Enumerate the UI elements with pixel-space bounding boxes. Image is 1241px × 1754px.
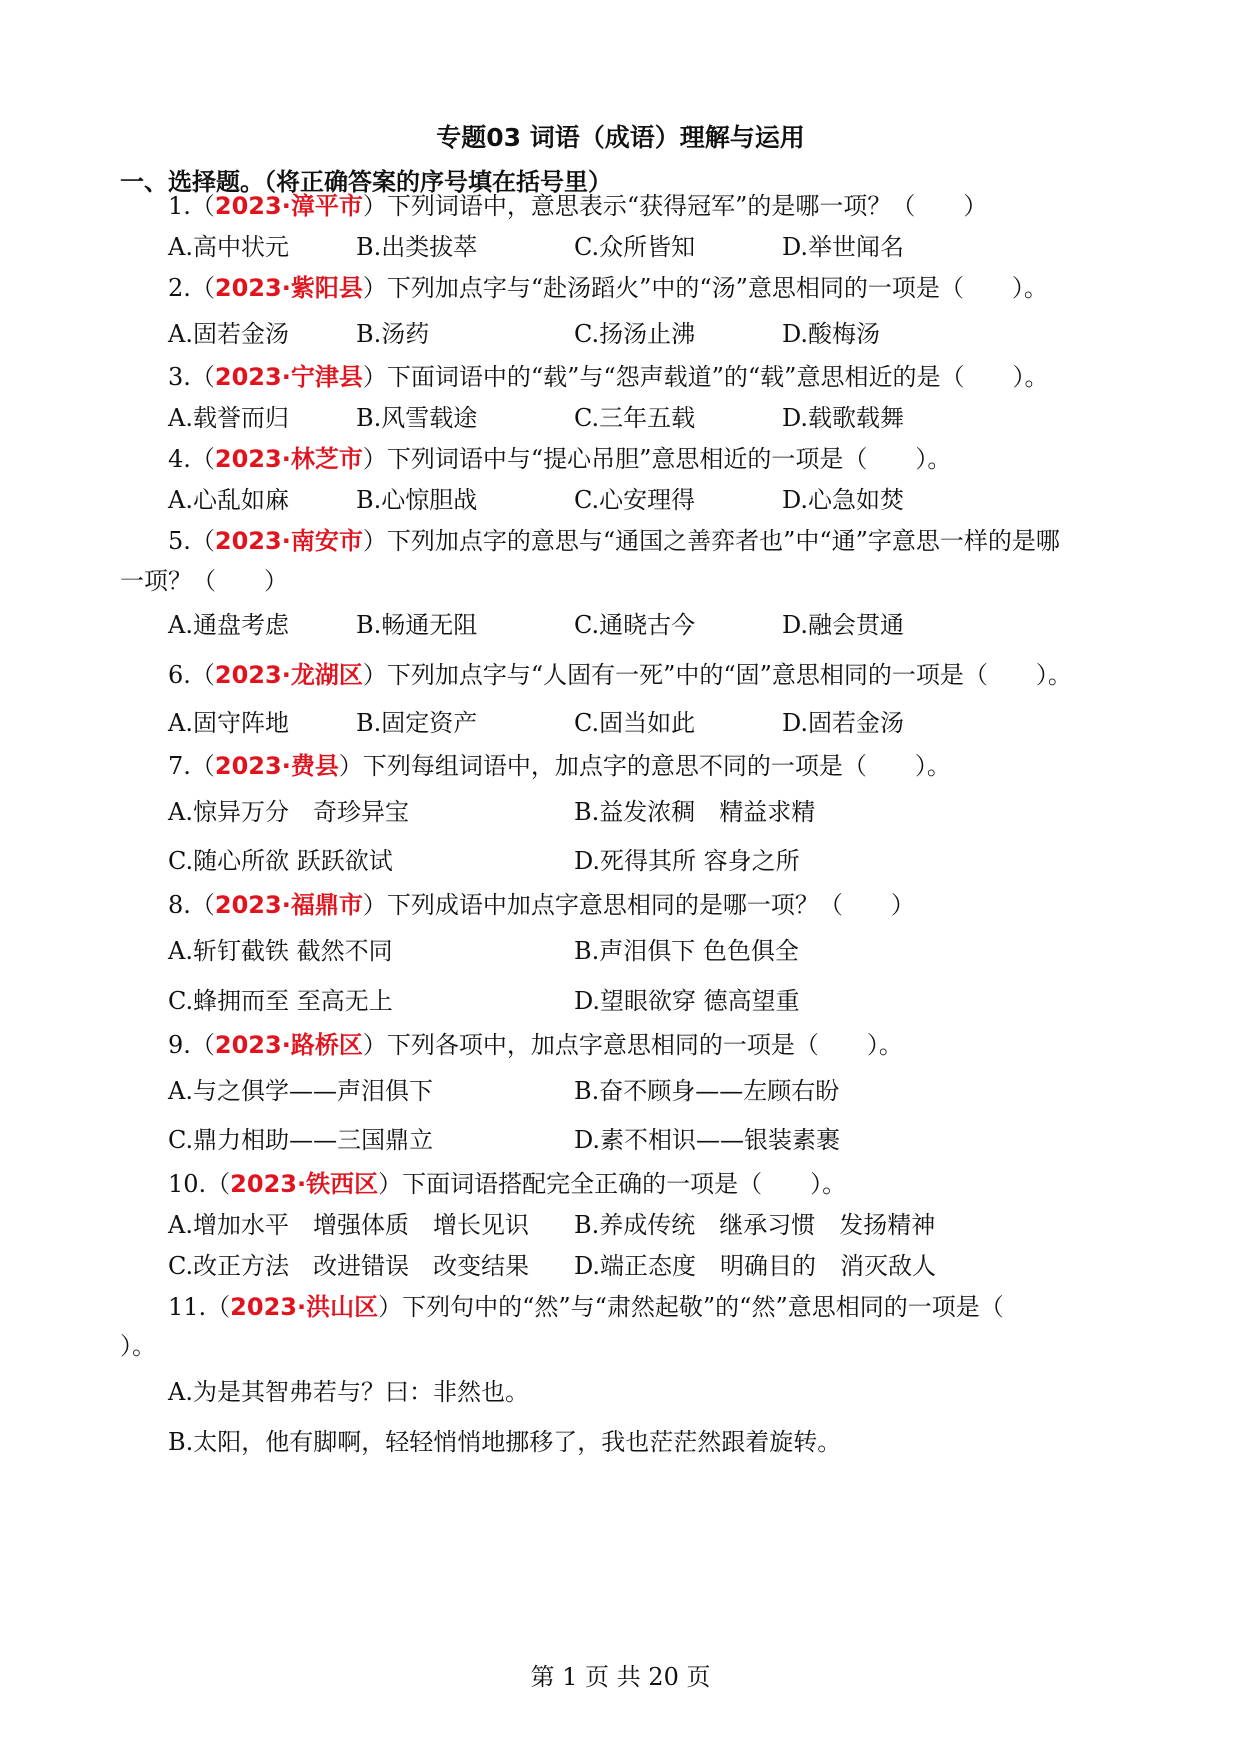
option-b[interactable]: B.声泪俱下 色色俱全 (574, 937, 799, 965)
option-c[interactable]: C.三年五载 (574, 404, 696, 432)
option-b[interactable]: B.养成传统 继承习惯 发扬精神 (574, 1211, 936, 1239)
option-d[interactable]: D.素不相识——银装素裹 (574, 1126, 841, 1154)
option-c[interactable]: C.鼎力相助——三国鼎立 (168, 1126, 434, 1154)
option-a[interactable]: A.固守阵地 (168, 709, 289, 737)
option-b[interactable]: B.固定资产 (356, 709, 478, 737)
option-b[interactable]: B.益发浓稠 精益求精 (574, 798, 816, 826)
question-5: 5.（2023·南安市）下列加点字的意思与“通国之善弈者也”中“通”字意思一样的是哪 (168, 527, 1060, 555)
option-d[interactable]: D.举世闻名 (782, 233, 905, 261)
question-1: 1.（2023·漳平市）下列词语中，意思表示“获得冠军”的是哪一项？（ ） (168, 192, 988, 220)
question-2: 2.（2023·紫阳县）下列加点字与“赴汤蹈火”中的“汤”意思相同的一项是（ ）。 (168, 274, 1048, 302)
question-11-continued: ）。 (120, 1332, 156, 1360)
option-a[interactable]: A.增加水平 增强体质 增长见识 (168, 1211, 529, 1239)
option-d[interactable]: D.端正态度 明确目的 消灭敌人 (574, 1252, 937, 1280)
option-b[interactable]: B.奋不顾身——左顾右盼 (574, 1077, 840, 1105)
question-9: 9.（2023·路桥区）下列各项中，加点字意思相同的一项是（ ）。 (168, 1031, 903, 1059)
question-10: 10.（2023·铁西区）下面词语搭配完全正确的一项是（ ）。 (168, 1170, 847, 1198)
option-c[interactable]: C.随心所欲 跃跃欲试 (168, 847, 393, 875)
option-a[interactable]: A.为是其智弗若与？曰：非然也。 (168, 1378, 529, 1406)
question-3: 3.（2023·宁津县）下面词语中的“载”与“怨声载道”的“载”意思相近的是（ ）。 (168, 363, 1049, 391)
option-c[interactable]: C.扬汤止沸 (574, 320, 696, 348)
option-c[interactable]: C.固当如此 (574, 709, 696, 737)
option-b[interactable]: B.汤药 (356, 320, 430, 348)
option-c[interactable]: C.改正方法 改进错误 改变结果 (168, 1252, 530, 1280)
option-b[interactable]: B.出类拔萃 (356, 233, 478, 261)
option-c[interactable]: C.蜂拥而至 至高无上 (168, 987, 393, 1015)
option-a[interactable]: A.惊异万分 奇珍异宝 (168, 798, 409, 826)
option-b[interactable]: B.畅通无阻 (356, 611, 478, 639)
option-a[interactable]: A.固若金汤 (168, 320, 289, 348)
option-a[interactable]: A.通盘考虑 (168, 611, 289, 639)
option-c[interactable]: C.心安理得 (574, 486, 696, 514)
option-a[interactable]: A.心乱如麻 (168, 486, 289, 514)
option-d[interactable]: D.望眼欲穿 德高望重 (574, 987, 800, 1015)
option-d[interactable]: D.酸梅汤 (782, 320, 881, 348)
section-heading: 一、选择题。（将正确答案的序号填在括号里） (120, 168, 612, 196)
option-a[interactable]: A.斩钉截铁 截然不同 (168, 937, 393, 965)
question-5-continued: 一项？（ ） (120, 567, 288, 595)
page-title: 专题03 词语（成语）理解与运用 (436, 123, 805, 152)
option-d[interactable]: D.固若金汤 (782, 709, 905, 737)
question-6: 6.（2023·龙湖区）下列加点字与“人固有一死”中的“固”意思相同的一项是（ ）。 (168, 661, 1072, 689)
question-4: 4.（2023·林芝市）下列词语中与“提心吊胆”意思相近的一项是（ ）。 (168, 445, 952, 473)
page-footer: 第 1 页 共 20 页 (530, 1663, 711, 1691)
option-b[interactable]: B.心惊胆战 (356, 486, 478, 514)
option-c[interactable]: C.众所皆知 (574, 233, 696, 261)
option-d[interactable]: D.载歌载舞 (782, 404, 905, 432)
option-d[interactable]: D.融会贯通 (782, 611, 905, 639)
question-8: 8.（2023·福鼎市）下列成语中加点字意思相同的是哪一项？（ ） (168, 891, 915, 919)
question-7: 7.（2023·费县）下列每组词语中，加点字的意思不同的一项是（ ）。 (168, 752, 951, 780)
option-b[interactable]: B.风雪载途 (356, 404, 478, 432)
option-d[interactable]: D.心急如焚 (782, 486, 905, 514)
question-11: 11.（2023·洪山区）下列句中的“然”与“肃然起敬”的“然”意思相同的一项是（ (168, 1293, 1004, 1321)
option-a[interactable]: A.与之俱学——声泪俱下 (168, 1077, 433, 1105)
option-d[interactable]: D.死得其所 容身之所 (574, 847, 800, 875)
option-b[interactable]: B.太阳，他有脚啊，轻轻悄悄地挪移了，我也茫茫然跟着旋转。 (168, 1428, 842, 1456)
option-a[interactable]: A.载誉而归 (168, 404, 289, 432)
option-c[interactable]: C.通晓古今 (574, 611, 696, 639)
option-a[interactable]: A.高中状元 (168, 233, 289, 261)
